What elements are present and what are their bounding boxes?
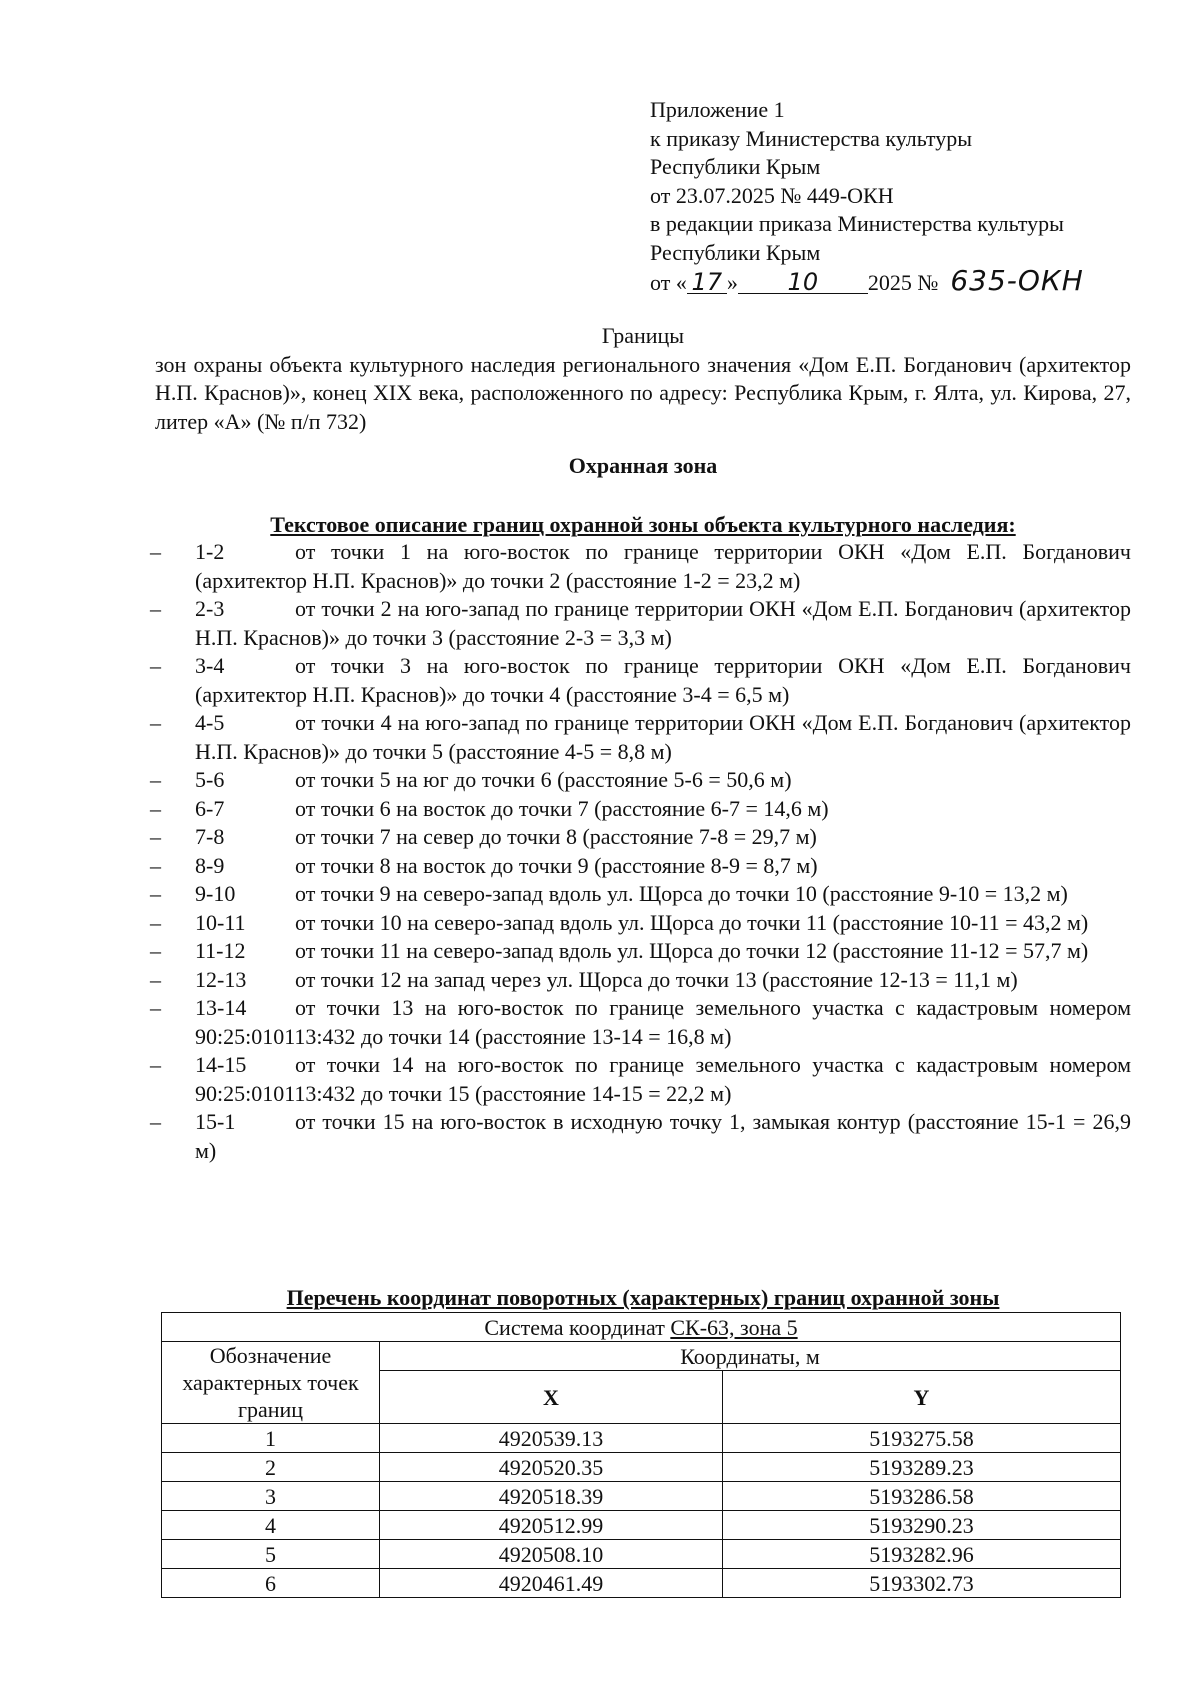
segment-text: от точки 15 на юго-восток в исходную точку 1, замыкая контур (расстояние 15-1 = 26,9 м) — [195, 1109, 1131, 1163]
cell-x: 4920520.35 — [380, 1453, 723, 1482]
segment-label: 5-6 — [195, 767, 225, 792]
header-line: в редакции приказа Министерства культуры — [650, 211, 1064, 236]
table-row — [162, 1424, 1121, 1453]
segment-text: от точки 4 на юго-запад по границе территории ОКН «Дом Е.П. Богданович (архитектор Н.П. Краснов)» до точки 5 (расстояние 4-5 = 8,8 м) — [195, 710, 1131, 764]
header-line: от 23.07.2025 № 449-ОКН — [650, 182, 894, 208]
header-line: Республики Крым — [650, 154, 821, 179]
system-name: СК-63, зона 5 — [670, 1314, 798, 1340]
description-item — [150, 595, 1131, 652]
segment-text: от точки 12 на запад через ул. Щорса до точки 13 (расстояние 12-13 = 11,1 м) — [295, 966, 1018, 992]
segment-label: 12-13 — [195, 966, 247, 992]
list-dash: – — [150, 824, 161, 849]
system-row — [162, 1313, 1121, 1342]
list-dash: – — [150, 995, 161, 1020]
header-line: к приказу Министерства культуры — [650, 125, 973, 151]
segment-text: от точки 1 на юго-восток по границе территории ОКН «Дом Е.П. Богданович (архитектор Н.П. Краснов)» до точки 2 (расстояние 1-2 = 23,2 м) — [195, 539, 1131, 593]
table-row — [162, 1453, 1121, 1482]
list-dash: – — [150, 596, 161, 621]
cell-point: 1 — [162, 1424, 380, 1453]
cell-x: 4920461.49 — [380, 1569, 723, 1598]
description-item — [150, 852, 1131, 881]
segment-label: 14-15 — [195, 1052, 247, 1077]
segment-text: от точки 7 на север до точки 8 (расстояние 7-8 = 29,7 м) — [295, 824, 817, 849]
segment-text: от точки 11 на северо-запад вдоль ул. Щорса до точки 12 (расстояние 11-12 = 57,7 м) — [295, 938, 1089, 963]
segment-label: 15-1 — [195, 1109, 236, 1134]
list-dash: – — [150, 938, 161, 963]
table-row — [162, 1482, 1121, 1511]
cell-y: 5193302.73 — [723, 1569, 1121, 1598]
segment-label: 4-5 — [195, 710, 225, 735]
segment-text: от точки 9 на северо-запад вдоль ул. Щорса до точки 10 (расстояние 9-10 = 13,2 м) — [295, 881, 1068, 906]
segment-label: 13-14 — [195, 995, 247, 1020]
list-dash: – — [150, 881, 161, 906]
list-dash: – — [150, 1052, 161, 1077]
segment-text: от точки 10 на северо-запад вдоль ул. Щорса до точки 11 (расстояние 10-11 = 43,2 м) — [295, 909, 1089, 935]
coords-header: Координаты, м — [380, 1342, 1121, 1371]
cell-x: 4920539.13 — [380, 1424, 723, 1453]
coordinates-title: Перечень координат поворотных (характерных) границ охранной зоны — [286, 1285, 1000, 1310]
segment-text: от точки 13 на юго-восток по границе земельного участка с кадастровым номером 90:25:010113:432 до точки 14 (расстояние 13-14 = 16,8 м) — [195, 995, 1131, 1049]
point-label-header: Обозначение характерных точек границ — [162, 1342, 380, 1424]
cell-point: 2 — [162, 1453, 380, 1482]
description-item — [150, 880, 1131, 909]
date-prefix: от « — [650, 270, 687, 295]
cell-y: 5193275.58 — [723, 1424, 1121, 1453]
list-dash: – — [150, 539, 161, 564]
cell-y: 5193290.23 — [723, 1511, 1121, 1540]
appendix-header — [650, 96, 1084, 298]
title-body: зон охраны объекта культурного наследия регионального значения «Дом Е.П. Богданович (архитектор Н.П. Краснов)», конец XIX века, расположенного по адресу: Республика Крым, г. Ялта, ул. Кирова, 27, литер «А» (№ п/п 732) — [155, 351, 1131, 434]
segment-label: 11-12 — [195, 938, 246, 963]
segment-label: 8-9 — [195, 852, 225, 878]
description-item — [150, 909, 1131, 938]
header-line: Приложение 1 — [650, 97, 785, 122]
title-heading: Границы — [601, 323, 685, 348]
description-item — [150, 766, 1131, 795]
description-item — [150, 709, 1131, 766]
segment-label: 2-3 — [195, 596, 225, 621]
description-item — [150, 966, 1131, 995]
segment-text: от точки 3 на юго-восток по границе территории ОКН «Дом Е.П. Богданович (архитектор Н.П. Краснов)» до точки 4 (расстояние 3-4 = 6,5 м) — [195, 653, 1131, 707]
list-dash: – — [150, 966, 161, 992]
table-row — [162, 1511, 1121, 1540]
segment-label: 6-7 — [195, 795, 225, 821]
cell-point: 3 — [162, 1482, 380, 1511]
coordinates-table — [161, 1312, 1121, 1598]
list-dash: – — [150, 1109, 161, 1134]
description-item — [150, 652, 1131, 709]
segment-label: 3-4 — [195, 653, 225, 678]
cell-x: 4920518.39 — [380, 1482, 723, 1511]
zone-title: Охранная зона — [568, 453, 718, 478]
boundary-description-list — [150, 538, 1131, 1165]
date-year: 2025 № — [867, 270, 939, 295]
cell-point: 5 — [162, 1540, 380, 1569]
coordinate-system-cell — [162, 1313, 1121, 1342]
list-dash: – — [150, 795, 161, 821]
segment-text: от точки 14 на юго-восток по границе земельного участка с кадастровым номером 90:25:010113:432 до точки 15 (расстояние 14-15 = 22,2 м) — [195, 1052, 1131, 1106]
segment-text: от точки 5 на юг до точки 6 (расстояние 5-6 = 50,6 м) — [295, 767, 792, 792]
handwritten-month: 10 — [738, 271, 868, 294]
cell-x: 4920508.10 — [380, 1540, 723, 1569]
list-dash: – — [150, 852, 161, 878]
header-row — [162, 1342, 1121, 1371]
cell-point: 6 — [162, 1569, 380, 1598]
segment-text: от точки 2 на юго-запад по границе территории ОКН «Дом Е.П. Богданович (архитектор Н.П. Краснов)» до точки 3 (расстояние 2-3 = 3,3 м) — [195, 596, 1131, 650]
description-item — [150, 1108, 1131, 1165]
description-item — [150, 823, 1131, 852]
list-dash: – — [150, 653, 161, 678]
order-date-line — [650, 264, 1084, 298]
description-title: Текстовое описание границ охранной зоны объекта культурного наследия: — [270, 512, 1016, 537]
cell-y: 5193286.58 — [723, 1482, 1121, 1511]
list-dash: – — [150, 767, 161, 792]
description-item — [150, 795, 1131, 824]
handwritten-day: 17 — [687, 271, 727, 294]
x-header: X — [380, 1371, 723, 1424]
description-item — [150, 994, 1131, 1051]
cell-point: 4 — [162, 1511, 380, 1540]
segment-label: 9-10 — [195, 881, 236, 906]
system-prefix: Система координат — [484, 1314, 671, 1340]
header-line: Республики Крым — [650, 239, 821, 265]
description-item — [150, 538, 1131, 595]
cell-y: 5193289.23 — [723, 1453, 1121, 1482]
segment-text: от точки 8 на восток до точки 9 (расстояние 8-9 = 8,7 м) — [295, 852, 818, 878]
segment-text: от точки 6 на восток до точки 7 (расстояние 6-7 = 14,6 м) — [295, 795, 829, 821]
cell-y: 5193282.96 — [723, 1540, 1121, 1569]
table-row — [162, 1569, 1121, 1598]
segment-label: 1-2 — [195, 539, 225, 564]
description-item — [150, 937, 1131, 966]
list-dash: – — [150, 710, 161, 735]
document-title — [155, 322, 1131, 436]
segment-label: 10-11 — [195, 909, 246, 935]
cell-x: 4920512.99 — [380, 1511, 723, 1540]
list-dash: – — [150, 909, 161, 935]
handwritten-order-number: 635-ОКН — [950, 264, 1084, 297]
segment-label: 7-8 — [195, 824, 225, 849]
date-mid: » — [726, 270, 738, 295]
y-header: Y — [723, 1371, 1121, 1424]
description-item — [150, 1051, 1131, 1108]
table-row — [162, 1540, 1121, 1569]
